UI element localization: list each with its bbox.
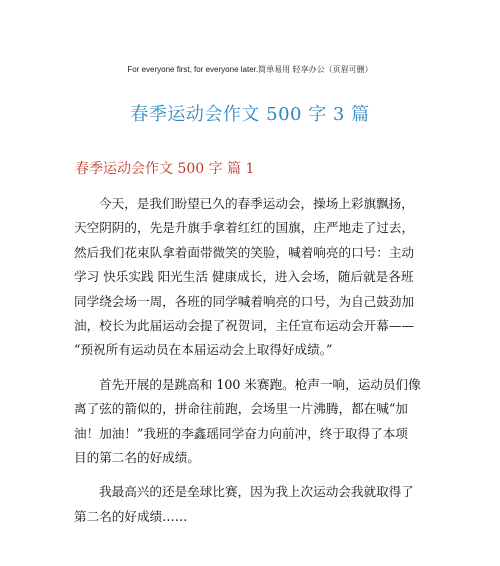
page-header <box>0 64 500 75</box>
paragraph-line: 第二名的好成绩…… <box>74 508 188 524</box>
paragraph-line: 学习 快乐实践 阳光生活 健康成长，进入会场，随后就是各班 <box>74 269 414 285</box>
paragraph-line: 同学绕会场一周，各班的同学喊着响亮的口号，为自己鼓劲加 <box>74 293 415 309</box>
paragraph-line: 油！加油！”我班的李鑫瑶同学奋力向前冲，终于取得了本项 <box>74 425 408 441</box>
paragraph-line: “预祝所有运动员在本届运动会上取得好成绩。” <box>74 342 333 358</box>
paragraph-line: 离了弦的箭似的，拼命往前跑，会场里一片沸腾，都在喊“加 <box>74 401 408 417</box>
document-title: 春季运动会作文 500 字 3 篇 <box>130 104 370 125</box>
paragraph-1 <box>74 192 436 363</box>
section-heading: 春季运动会作文 500 字 篇 1 <box>75 161 255 177</box>
paragraph-line: 油，校长为此届运动会提了祝贺词，主任宣布运动会开幕—— <box>74 318 415 334</box>
paragraph-line: 天空阴阴的，先是升旗手拿着红红的国旗，庄严地走了过去， <box>74 220 415 236</box>
paragraph-line: 首先开展的是跳高和 100 米赛跑。枪声一响，运动员们像 <box>99 376 421 392</box>
paragraph-line: 我最高兴的还是垒球比赛，因为我上次运动会我就取得了 <box>99 484 414 500</box>
paragraph-line: 目的第二名的好成绩。 <box>74 450 200 466</box>
document-body <box>74 192 436 539</box>
paragraph-line: 然后我们花束队拿着面带微笑的笑脸，喊着响亮的口号：主动 <box>74 244 415 260</box>
paragraph-line: 今天，是我们盼望已久的春季运动会，操场上彩旗飘扬， <box>99 196 414 211</box>
paragraph-3 <box>74 480 436 529</box>
header-tagline: For everyone first, for everyone later. <box>127 65 259 74</box>
header-slogan: 简单易用 轻享办公（页眉可删） <box>258 65 373 74</box>
paragraph-2 <box>74 373 436 471</box>
